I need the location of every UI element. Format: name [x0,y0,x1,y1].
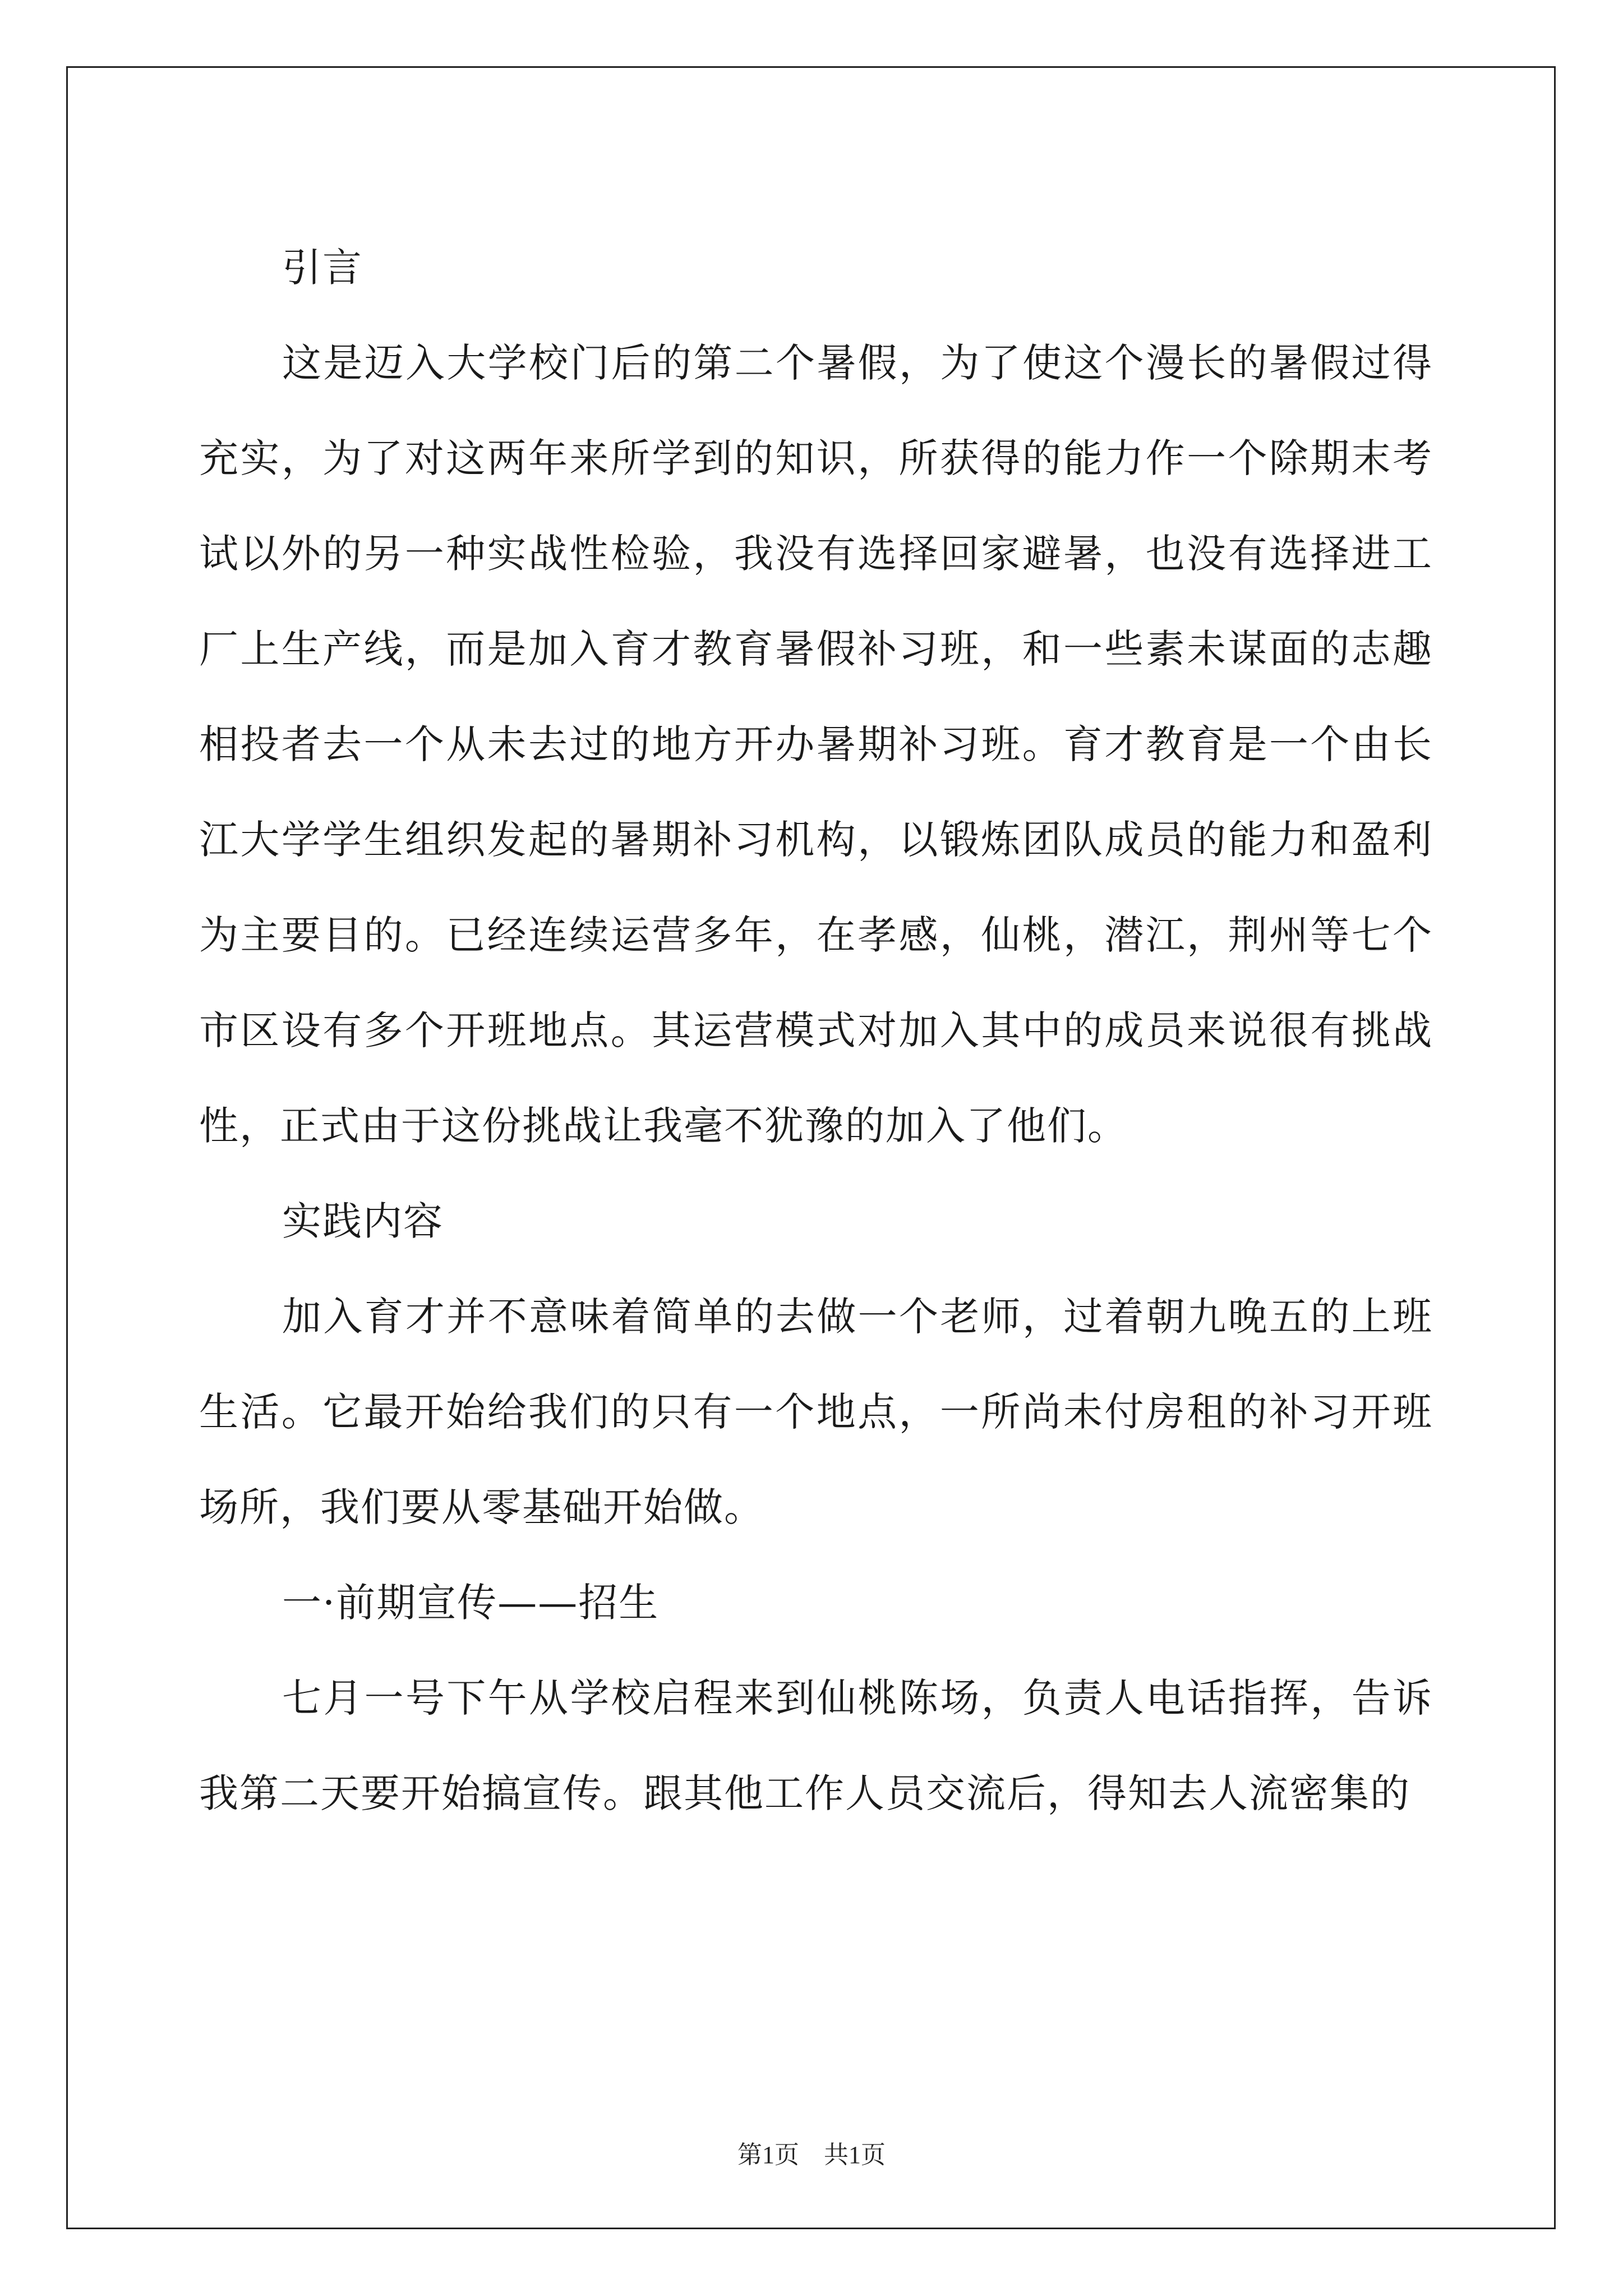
paragraph-practice: 加入育才并不意味着简单的去做一个老师，过着朝九晚五的上班生活。它最开始给我们的只有一个地点，一所尚未付房租的补习开班场所，我们要从零基础开始做。 [199,1294,1433,1530]
paragraph-intro: 这是迈入大学校门后的第二个暑假，为了使这个漫长的暑假过得充实，为了对这两年来所学到的知识，所获得的能力作一个除期末考试以外的另一种实战性检验，我没有选择回家避暑，也没有选择进工厂上生产线，而是加入育才教育暑假补习班，和一些素未谋面的志趣相投者去一个从未去过的地方开办暑期补习班。育才教育是一个由长江大学学生组织发起的暑期补习机构，以锻炼团队成员的能力和盈利为主要目的。已经连续运营多年，在孝感，仙桃，潜江，荆州等七个市区设有多个开班地点。其运营模式对加入其中的成员来说很有挑战性，正式由于这份挑战让我毫不犹豫的加入了他们。 [199,340,1433,1149]
document-body [199,220,1433,1841]
section-heading-practice: 实践内容 [282,1198,444,1244]
section-heading-promotion: 一·前期宣传——招生 [282,1580,660,1626]
paragraph-promotion: 七月一号下午从学校启程来到仙桃陈场，负责人电话指挥，告诉我第二天要开始搞宣传。跟其他工作人员交流后，得知去人流密集的 [199,1675,1433,1816]
section-heading-intro: 引言 [282,245,363,291]
page-number-footer: 第1页 共1页 [737,2141,886,2169]
